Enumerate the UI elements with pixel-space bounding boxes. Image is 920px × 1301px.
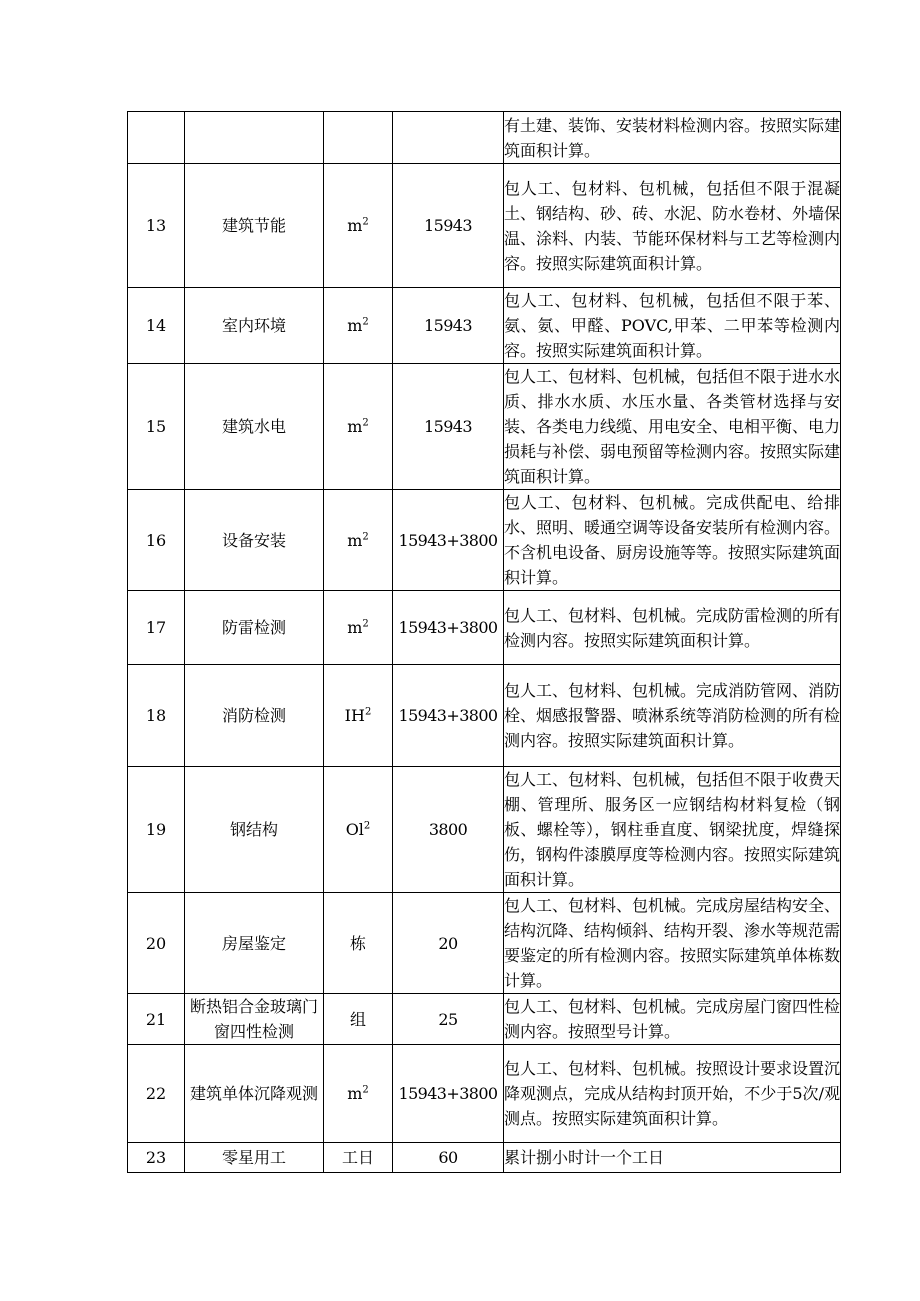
item-unit: $m^2$ bbox=[324, 164, 393, 288]
item-description: 包人工、包材料、包机械。完成消防管网、消防栓、烟感报警器、喷淋系统等消防检测的所有检测内容。按照实际建筑面积计算。 bbox=[504, 665, 841, 767]
item-quantity bbox=[393, 112, 504, 164]
item-name: 钢结构 bbox=[185, 767, 324, 893]
item-quantity: 15943+3800 bbox=[393, 665, 504, 767]
item-description: 包人工、包材料、包机械。完成防雷检测的所有检测内容。按照实际建筑面积计算。 bbox=[504, 591, 841, 665]
item-name: 建筑水电 bbox=[185, 364, 324, 490]
item-description: 累计捌小时计一个工日 bbox=[504, 1143, 841, 1173]
table-row bbox=[128, 164, 841, 288]
item-description: 包人工、包材料、包机械，包括但不限于收费天棚、管理所、服务区一应钢结构材料复检（钢板、螺栓等），钢柱垂直度、钢梁扰度，焊缝探伤，钢构件漆膜厚度等检测内容。按照实际建筑面积计算。 bbox=[504, 767, 841, 893]
item-quantity: 15943 bbox=[393, 164, 504, 288]
item-number: 23 bbox=[128, 1143, 185, 1173]
item-number bbox=[128, 112, 185, 164]
table-row bbox=[128, 665, 841, 767]
table-row bbox=[128, 1045, 841, 1143]
item-number: 19 bbox=[128, 767, 185, 893]
item-name: 房屋鉴定 bbox=[185, 893, 324, 994]
item-unit: $m^2$ bbox=[324, 1045, 393, 1143]
item-unit: $IH^2$ bbox=[324, 665, 393, 767]
item-unit: Ol$^2$ bbox=[324, 767, 393, 893]
item-name: 零星用工 bbox=[185, 1143, 324, 1173]
table-row bbox=[128, 490, 841, 591]
table-row bbox=[128, 767, 841, 893]
item-number: 18 bbox=[128, 665, 185, 767]
table-row bbox=[128, 591, 841, 665]
item-description: 包人工、包材料、包机械。完成房屋结构安全、结构沉降、结构倾斜、结构开裂、渗水等规范需要鉴定的所有检测内容。按照实际建筑单体栋数计算。 bbox=[504, 893, 841, 994]
item-name bbox=[185, 112, 324, 164]
item-quantity: 15943 bbox=[393, 288, 504, 364]
table-row bbox=[128, 893, 841, 994]
item-number: 21 bbox=[128, 994, 185, 1045]
item-description: 包人工、包材料、包机械。完成供配电、给排水、照明、暖通空调等设备安装所有检测内容。不含机电设备、厨房设施等等。按照实际建筑面积计算。 bbox=[504, 490, 841, 591]
item-quantity: 20 bbox=[393, 893, 504, 994]
table-row bbox=[128, 1143, 841, 1173]
item-number: 16 bbox=[128, 490, 185, 591]
item-name: 建筑节能 bbox=[185, 164, 324, 288]
item-name: 设备安装 bbox=[185, 490, 324, 591]
item-quantity: 60 bbox=[393, 1143, 504, 1173]
table-row bbox=[128, 288, 841, 364]
item-description: 包人工、包材料、包机械，包括但不限于进水水质、排水水质、水压水量、各类管材选择与安装、各类电力线缆、用电安全、电相平衡、电力损耗与补偿、弱电预留等检测内容。按照实际建筑面积计算。 bbox=[504, 364, 841, 490]
item-number: 15 bbox=[128, 364, 185, 490]
item-description: 包人工、包材料、包机械，包括但不限于混凝土、钢结构、砂、砖、水泥、防水卷材、外墙保温、涂料、内装、节能环保材料与工艺等检测内容。按照实际建筑面积计算。 bbox=[504, 164, 841, 288]
item-quantity: 15943 bbox=[393, 364, 504, 490]
item-unit: $m^2$ bbox=[324, 288, 393, 364]
item-number: 14 bbox=[128, 288, 185, 364]
table-row bbox=[128, 112, 841, 164]
item-description: 包人工、包材料、包机械。完成房屋门窗四性检测内容。按照型号计算。 bbox=[504, 994, 841, 1045]
item-description: 包人工、包材料、包机械。按照设计要求设置沉降观测点，完成从结构封顶开始，不少于5次/观测点。按照实际建筑面积计算。 bbox=[504, 1045, 841, 1143]
item-number: 20 bbox=[128, 893, 185, 994]
item-name: 断热铝合金玻璃门窗四性检测 bbox=[185, 994, 324, 1045]
item-description: 有土建、装饰、安装材料检测内容。按照实际建筑面积计算。 bbox=[504, 112, 841, 164]
table-row bbox=[128, 364, 841, 490]
item-name: 消防检测 bbox=[185, 665, 324, 767]
item-quantity: 15943+3800 bbox=[393, 1045, 504, 1143]
item-unit: $m^2$ bbox=[324, 364, 393, 490]
item-quantity: 15943+3800 bbox=[393, 490, 504, 591]
item-name: 防雷检测 bbox=[185, 591, 324, 665]
item-unit bbox=[324, 112, 393, 164]
item-unit: $m^2$ bbox=[324, 490, 393, 591]
item-number: 17 bbox=[128, 591, 185, 665]
item-number: 22 bbox=[128, 1045, 185, 1143]
item-quantity: 25 bbox=[393, 994, 504, 1045]
item-unit: $m^2$ bbox=[324, 591, 393, 665]
item-quantity: 15943+3800 bbox=[393, 591, 504, 665]
work-items-table bbox=[127, 111, 841, 1173]
item-unit: 组 bbox=[324, 994, 393, 1045]
item-unit: 工日 bbox=[324, 1143, 393, 1173]
item-unit: 栋 bbox=[324, 893, 393, 994]
item-quantity: 3800 bbox=[393, 767, 504, 893]
table-row bbox=[128, 994, 841, 1045]
item-name: 建筑单体沉降观测 bbox=[185, 1045, 324, 1143]
item-name: 室内环境 bbox=[185, 288, 324, 364]
item-description: 包人工、包材料、包机械，包括但不限于苯、氨、氨、甲醛、POVC,甲苯、二甲苯等检测内容。按照实际建筑面积计算。 bbox=[504, 288, 841, 364]
item-number: 13 bbox=[128, 164, 185, 288]
